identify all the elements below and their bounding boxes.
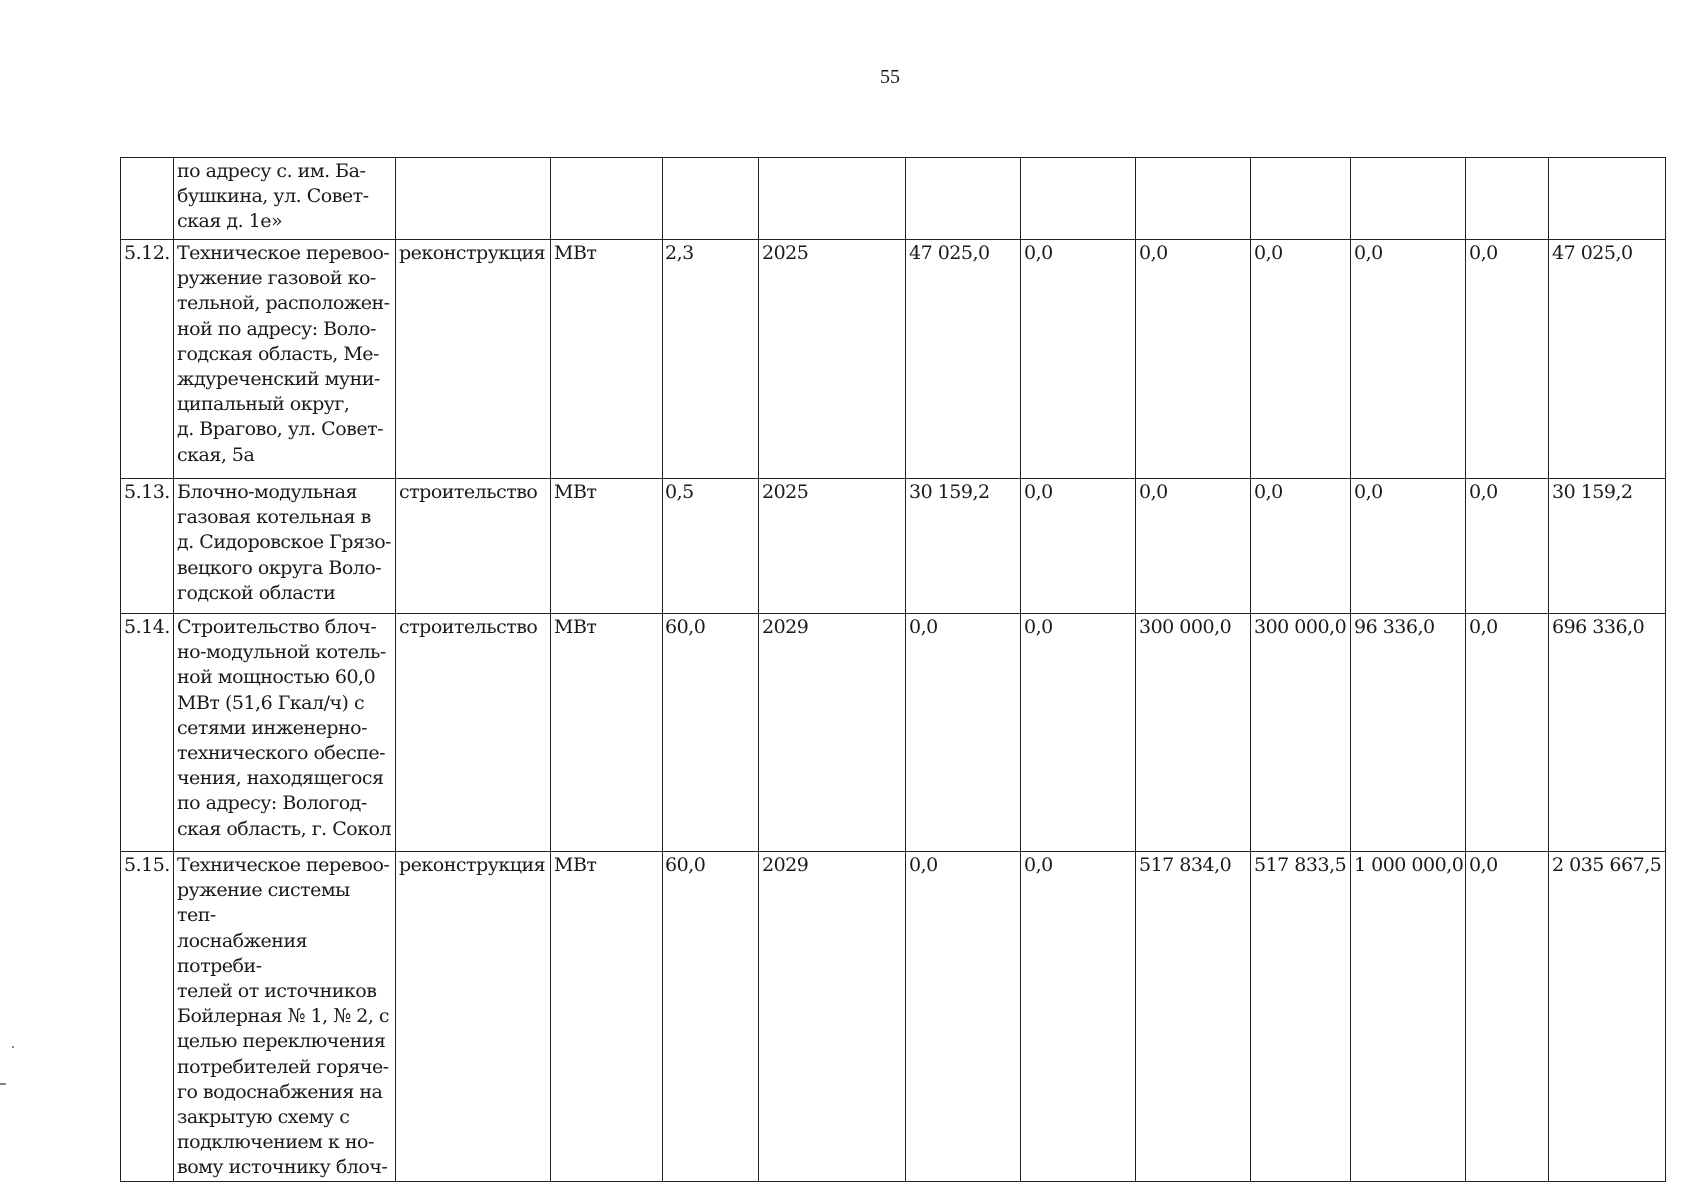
value-cell-4: 0,0 (1251, 479, 1351, 614)
value-cell-5: 0,0 (1351, 240, 1466, 479)
value-cell-5: 1 000 000,0 (1351, 852, 1466, 1182)
capacity-cell (663, 158, 759, 240)
value-cell-6 (1466, 158, 1549, 240)
value-cell-5: 0,0 (1351, 479, 1466, 614)
value-cell-2: 0,0 (1021, 240, 1136, 479)
row-number-cell (121, 158, 174, 240)
capacity-cell: 60,0 (663, 852, 759, 1182)
row-number-cell: 5.13. (121, 479, 174, 614)
row-number-cell: 5.12. (121, 240, 174, 479)
investment-table (120, 157, 1666, 1182)
row-number-cell: 5.14. (121, 614, 174, 852)
total-cell: 696 336,0 (1549, 614, 1666, 852)
table-row (121, 614, 1666, 852)
unit-cell: МВт (551, 479, 663, 614)
year-cell: 2025 (759, 479, 906, 614)
work-type-cell: строительство (396, 479, 551, 614)
value-cell-3: 517 834,0 (1136, 852, 1251, 1182)
value-cell-3: 300 000,0 (1136, 614, 1251, 852)
total-cell: 47 025,0 (1549, 240, 1666, 479)
value-cell-2 (1021, 158, 1136, 240)
value-cell-4: 0,0 (1251, 240, 1351, 479)
value-cell-3: 0,0 (1136, 479, 1251, 614)
value-cell-1: 0,0 (906, 852, 1021, 1182)
work-type-cell: строительство (396, 614, 551, 852)
table-row (121, 158, 1666, 240)
value-cell-5 (1351, 158, 1466, 240)
total-cell: 30 159,2 (1549, 479, 1666, 614)
value-cell-6: 0,0 (1466, 852, 1549, 1182)
row-number-cell: 5.15. (121, 852, 174, 1182)
value-cell-3 (1136, 158, 1251, 240)
value-cell-6: 0,0 (1466, 614, 1549, 852)
scan-mark (0, 1083, 6, 1085)
year-cell: 2029 (759, 852, 906, 1182)
unit-cell (551, 158, 663, 240)
work-type-cell (396, 158, 551, 240)
year-cell: 2025 (759, 240, 906, 479)
capacity-cell: 0,5 (663, 479, 759, 614)
value-cell-5: 96 336,0 (1351, 614, 1466, 852)
value-cell-6: 0,0 (1466, 479, 1549, 614)
scan-mark (12, 1046, 14, 1048)
table-row (121, 479, 1666, 614)
description-cell: Блочно-модульная газовая котельная в д. Сидоровское Грязо- вецкого округа Воло- годской области (174, 479, 396, 614)
description-cell: Техническое перевоо- ружение системы теп- лоснабжения потреби- телей от источников Бойлерная № 1, № 2, с целью переключения потребителей горяче- го водоснабжения на закрытую схему с подключением к но- вому источнику блоч- (174, 852, 396, 1182)
value-cell-1: 0,0 (906, 614, 1021, 852)
work-type-cell: реконструкция (396, 240, 551, 479)
table-row (121, 240, 1666, 479)
value-cell-1: 47 025,0 (906, 240, 1021, 479)
capacity-cell: 60,0 (663, 614, 759, 852)
value-cell-1: 30 159,2 (906, 479, 1021, 614)
value-cell-4 (1251, 158, 1351, 240)
year-cell (759, 158, 906, 240)
total-cell (1549, 158, 1666, 240)
value-cell-2: 0,0 (1021, 852, 1136, 1182)
capacity-cell: 2,3 (663, 240, 759, 479)
page-number: 55 (880, 66, 900, 88)
value-cell-6: 0,0 (1466, 240, 1549, 479)
value-cell-3: 0,0 (1136, 240, 1251, 479)
value-cell-2: 0,0 (1021, 479, 1136, 614)
year-cell: 2029 (759, 614, 906, 852)
unit-cell: МВт (551, 240, 663, 479)
unit-cell: МВт (551, 614, 663, 852)
description-cell: по адресу с. им. Ба- бушкина, ул. Совет- ская д. 1е» (174, 158, 396, 240)
table-row (121, 852, 1666, 1182)
value-cell-4: 300 000,0 (1251, 614, 1351, 852)
description-cell: Техническое перевоо- ружение газовой ко- тельной, расположен- ной по адресу: Воло- годская область, Ме- ждуреченский муни- ципальный округ, д. Врагово, ул. Совет- ская, 5а (174, 240, 396, 479)
description-cell: Строительство блоч- но-модульной котель- ной мощностью 60,0 МВт (51,6 Гкал/ч) с сетями инженерно- технического обеспе- чения, находящегося по адресу: Вологод- ская область, г. Сокол (174, 614, 396, 852)
value-cell-2: 0,0 (1021, 614, 1136, 852)
value-cell-4: 517 833,5 (1251, 852, 1351, 1182)
unit-cell: МВт (551, 852, 663, 1182)
value-cell-1 (906, 158, 1021, 240)
total-cell: 2 035 667,5 (1549, 852, 1666, 1182)
work-type-cell: реконструкция (396, 852, 551, 1182)
